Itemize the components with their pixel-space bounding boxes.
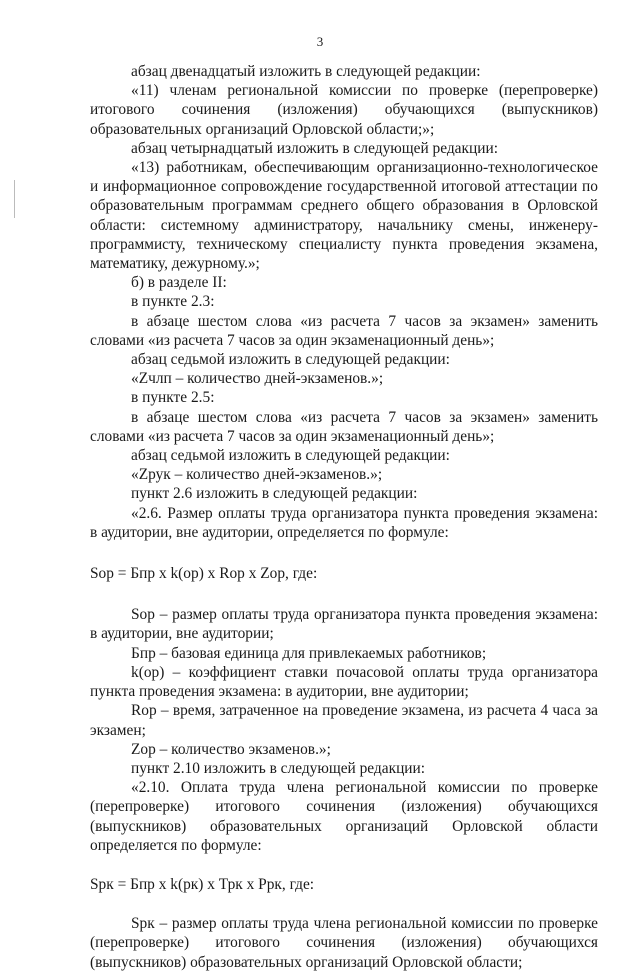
paragraph: абзац двенадцатый изложить в следующей редакции:: [131, 63, 481, 80]
paragraph: «Zчлп – количество дней-экзаменов.»;: [131, 370, 384, 388]
document-body: [90, 62, 598, 972]
paragraph: пункт 2.6 изложить в следующей редакции:: [131, 485, 418, 503]
paragraph: Zор – количество экзаменов.»;: [131, 740, 331, 758]
formula: Sор = Бпр x k(ор) x Rор x Zор, где:: [90, 565, 318, 583]
paragraph: в абзаце шестом слова «из расчета 7 часов за экзамен» заменить словами «из расчета 7 часов за один экзаменационный день»;: [90, 312, 598, 349]
formula: Sрк = Бпр x k(рк) x Трк x Ррк, где:: [90, 875, 315, 893]
paragraph: пункт 2.10 изложить в следующей редакции:: [131, 759, 426, 777]
paragraph: абзац седьмой изложить в следующей редакции:: [131, 447, 450, 465]
paragraph: б) в разделе II:: [131, 274, 227, 292]
paragraph: «Zрук – количество дней-экзаменов.»;: [131, 466, 383, 484]
margin-mark: [14, 180, 15, 218]
paragraph: Sор – размер оплаты труда организатора пункта проведения экзамена: в аудитории, вне аудитории;: [90, 606, 598, 643]
paragraph: Sрк – размер оплаты труда члена региональной комиссии по проверке (перепроверке) итогового сочинения (изложения) обучающихся (выпускников) образовательных организаций Орловской области;: [90, 915, 598, 971]
paragraph: «13) работникам, обеспечивающим организационно-технологическое и информационное сопровождение государственной итоговой аттестации по образовательным программам среднего общего образования в Орловской области: системному администратору, начальнику смены, инженеру-программисту, техническому специалисту пункта проведения экзамена, математику, дежурному.»;: [90, 159, 598, 273]
paragraph: абзац четырнадцатый изложить в следующей редакции:: [131, 139, 498, 157]
paragraph: в абзаце шестом слова «из расчета 7 часов за экзамен» заменить словами «из расчета 7 часов за один экзаменационный день»;: [90, 408, 598, 445]
paragraph: Rор – время, затраченное на проведение экзамена, из расчета 4 часа за экзамен;: [90, 702, 598, 739]
paragraph: в пункте 2.3:: [131, 293, 215, 311]
paragraph: в пункте 2.5:: [131, 389, 215, 407]
paragraph: Бпр – базовая единица для привлекаемых работников;: [131, 644, 487, 662]
paragraph: k(ор) – коэффициент ставки почасовой оплаты труда организатора пункта проведения экзамена: в аудитории, вне аудитории;: [90, 663, 598, 701]
paragraph: абзац седьмой изложить в следующей редакции:: [131, 351, 450, 369]
paragraph: «2.6. Размер оплаты труда организатора пункта проведения экзамена: в аудитории, вне аудитории, определяется по формуле:: [90, 504, 598, 541]
paragraph: «2.10. Оплата труда члена региональной комиссии по проверке (перепроверке) итогового сочинения (изложения) обучающихся (выпускников) образовательных организаций Орловской области определяется по формуле:: [90, 779, 598, 854]
page-number: 3: [316, 34, 324, 49]
paragraph: «11) членам региональной комиссии по проверке (перепроверке) итогового сочинения (изложения) обучающихся (выпускников) образовательных организаций Орловской области;»;: [90, 82, 598, 138]
